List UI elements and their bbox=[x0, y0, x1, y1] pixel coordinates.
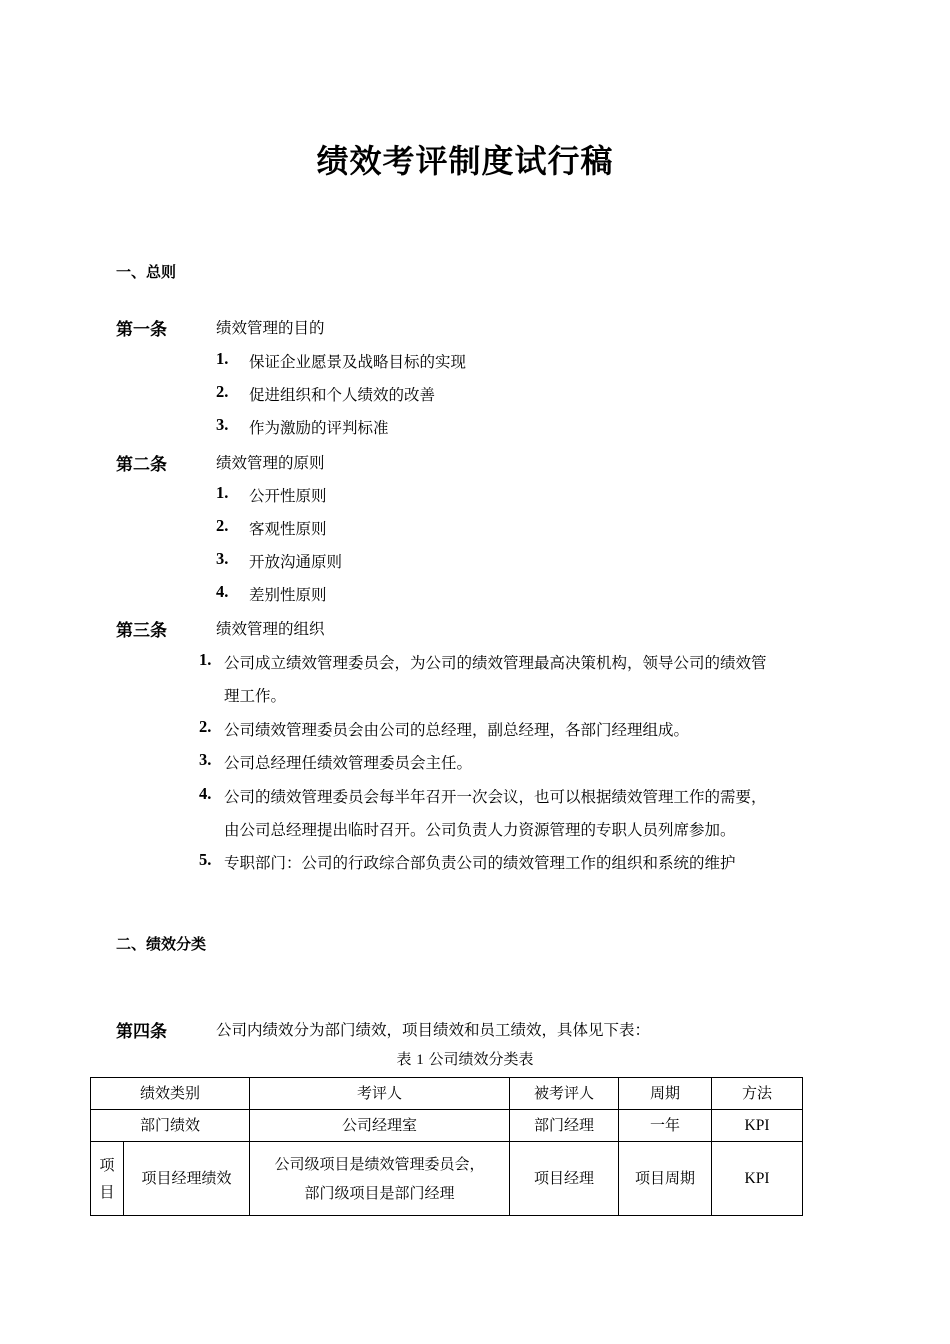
list-number: 1. bbox=[216, 483, 229, 502]
table-cell: 部门经理 bbox=[510, 1110, 619, 1142]
list-number: 4. bbox=[216, 582, 229, 601]
table-cell: 一年 bbox=[619, 1110, 712, 1142]
list-number: 2. bbox=[216, 382, 229, 401]
table-row bbox=[91, 1142, 803, 1216]
list-item: 开放沟通原则 bbox=[249, 553, 343, 571]
list-item: 公司成立绩效管理委员会，为公司的绩效管理最高决策机构，领导公司的绩效管 bbox=[224, 654, 767, 672]
list-number: 5. bbox=[199, 850, 212, 869]
table-cell: KPI bbox=[712, 1142, 803, 1216]
caption-prefix: 表 bbox=[396, 1050, 412, 1068]
table-header-row bbox=[91, 1078, 803, 1110]
list-item: 公司绩效管理委员会由公司的总经理，副总经理，各部门经理组成。 bbox=[224, 721, 690, 739]
table-header-cell: 绩效类别 bbox=[91, 1078, 250, 1110]
table-cell: 项目周期 bbox=[619, 1142, 712, 1216]
article-3-title: 绩效管理的组织 bbox=[216, 620, 325, 638]
table-cell-line: 公司级项目是绩效管理委员会， bbox=[274, 1154, 485, 1173]
list-number: 3. bbox=[216, 415, 229, 434]
table-header-cell: 周期 bbox=[619, 1078, 712, 1110]
list-item: 作为激励的评判标准 bbox=[249, 419, 389, 437]
list-item: 公司的绩效管理委员会每半年召开一次会议，也可以根据绩效管理工作的需要， bbox=[224, 788, 767, 806]
document-title: 绩效考评制度试行稿 bbox=[316, 142, 614, 180]
table-cell-line: 部门级项目是部门经理 bbox=[304, 1183, 455, 1202]
list-number: 1. bbox=[216, 349, 229, 368]
list-item: 公司总经理任绩效管理委员会主任。 bbox=[224, 754, 473, 772]
table-cell: 项目经理绩效 bbox=[124, 1142, 250, 1216]
section-heading-general: 一、总则 bbox=[116, 263, 177, 281]
list-item-continuation: 理工作。 bbox=[224, 687, 287, 705]
list-number: 2. bbox=[216, 516, 229, 535]
table-group-cell: 项目 bbox=[91, 1142, 124, 1216]
table-cell: KPI bbox=[712, 1110, 803, 1142]
performance-table bbox=[90, 1077, 803, 1216]
list-number: 1. bbox=[199, 650, 212, 669]
list-number: 3. bbox=[199, 750, 212, 769]
list-item: 公开性原则 bbox=[249, 487, 327, 505]
list-item: 保证企业愿景及战略目标的实现 bbox=[249, 353, 467, 371]
table-caption bbox=[0, 1048, 930, 1069]
table-row bbox=[91, 1110, 803, 1142]
list-number: 2. bbox=[199, 717, 212, 736]
caption-text: 公司绩效分类表 bbox=[428, 1050, 534, 1068]
table-cell: 部门绩效 bbox=[91, 1110, 250, 1142]
article-3-label: 第三条 bbox=[116, 621, 167, 641]
table-cell: 项目经理 bbox=[510, 1142, 619, 1216]
table-cell bbox=[250, 1142, 510, 1216]
table-cell: 公司经理室 bbox=[250, 1110, 510, 1142]
list-item: 客观性原则 bbox=[249, 520, 327, 538]
table-header-cell: 考评人 bbox=[250, 1078, 510, 1110]
section-heading-classification: 二、绩效分类 bbox=[116, 935, 207, 953]
list-item: 促进组织和个人绩效的改善 bbox=[249, 386, 436, 404]
list-item: 差别性原则 bbox=[249, 586, 327, 604]
table-header-cell: 方法 bbox=[712, 1078, 803, 1110]
article-1-label: 第一条 bbox=[116, 320, 167, 340]
caption-number: 1 bbox=[416, 1052, 424, 1068]
article-4-text: 公司内绩效分为部门绩效，项目绩效和员工绩效，具体见下表： bbox=[216, 1021, 651, 1039]
article-2-label: 第二条 bbox=[116, 455, 167, 475]
article-4-label: 第四条 bbox=[116, 1022, 167, 1042]
list-number: 3. bbox=[216, 549, 229, 568]
list-number: 4. bbox=[199, 784, 212, 803]
list-item-continuation: 由公司总经理提出临时召开。公司负责人力资源管理的专职人员列席参加。 bbox=[224, 821, 736, 839]
article-1-title: 绩效管理的目的 bbox=[216, 319, 325, 337]
list-item: 专职部门：公司的行政综合部负责公司的绩效管理工作的组织和系统的维护 bbox=[224, 854, 736, 872]
article-2-title: 绩效管理的原则 bbox=[216, 454, 325, 472]
table-header-cell: 被考评人 bbox=[510, 1078, 619, 1110]
